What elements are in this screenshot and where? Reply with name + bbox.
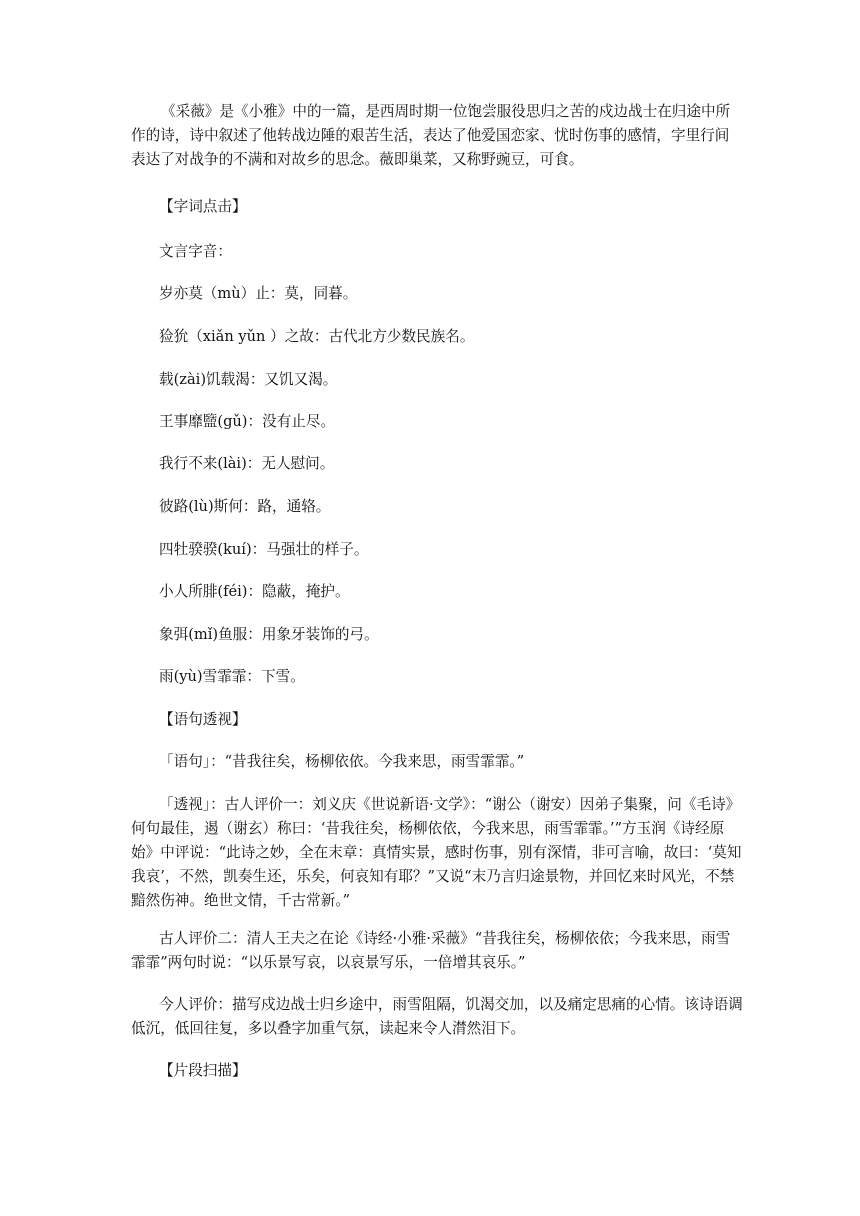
comment-paragraph-2: 古人评价二：清人王夫之在论《诗经·小雅·采薇》“昔我往矣，杨柳依依；今我来思，雨雪霏霏”两句时说：“以乐景写哀，以哀景写乐，一倍增其哀乐。” xyxy=(131,930,731,971)
word-item: 四牡骙骙(kuí)：马强壮的样子。 xyxy=(159,541,369,558)
word-item: 我行不来(lài)：无人慰问。 xyxy=(159,455,335,472)
word-item: 王事靡盬(gǔ)：没有止尽。 xyxy=(159,413,336,430)
word-item: 彼路(lù)斯何：路，通辂。 xyxy=(159,498,331,515)
comment-paragraph-3: 今人评价：描写戍边战士归乡途中，雨雪阻隔，饥渴交加，以及痛定思痛的心情。该诗语调低沉，低回往复，多以叠字加重气氛，读起来令人潸然泪下。 xyxy=(131,996,743,1037)
word-item: 小人所腓(féi)：隐蔽，掩护。 xyxy=(159,583,350,600)
section-heading-words: 【字词点击】 xyxy=(159,198,247,215)
section-heading-scan: 【片段扫描】 xyxy=(159,1062,247,1079)
analysis-paragraph: 「透视」：古人评价一：刘义庆《世说新语·文学》：“谢公（谢安）因弟子集聚，问《毛诗》何句最佳，遏（谢玄）称曰：‘昔我往矣，杨柳依依，今我来思，雨雪霏霏。’”方玉润《诗经原始》中评说：“此诗之妙，全在末章：真情实景，感时伤事，别有深情，非可言喻，故曰：‘莫知我哀’，不然，凯奏生还，乐矣，何哀知有耶？”又说“末乃言归途景物，并回忆来时风光，不禁黯然伤神。绝世文情，千古常新。” xyxy=(131,796,742,909)
word-item: 象弭(mǐ)鱼服：用象牙装饰的弓。 xyxy=(159,626,379,643)
subheading-pronunciation: 文言字音： xyxy=(159,243,232,260)
section-heading-sentence: 【语句透视】 xyxy=(159,711,247,728)
word-item: 载(zài)饥载渴：又饥又渴。 xyxy=(159,371,338,388)
word-item: 岁亦莫（mù）止：莫，同暮。 xyxy=(159,285,358,302)
word-item: 雨(yù)雪霏霏：下雪。 xyxy=(159,668,305,685)
intro-paragraph: 《采薇》是《小雅》中的一篇，是西周时期一位饱尝服役思归之苦的戍边战士在归途中所作的诗，诗中叙述了他转战边陲的艰苦生活，表达了他爱国恋家、忧时伤事的感情，字里行间表达了对战争的不满和对故乡的思念。薇即巢菜，又称野豌豆，可食。 xyxy=(131,103,731,168)
sentence-quote: 「语句」：“昔我往矣，杨柳依依。今我来思，雨雪霏霏。” xyxy=(159,753,525,770)
word-item: 猃狁（xiǎn yǔn ）之故：古代北方少数民族名。 xyxy=(159,328,475,345)
